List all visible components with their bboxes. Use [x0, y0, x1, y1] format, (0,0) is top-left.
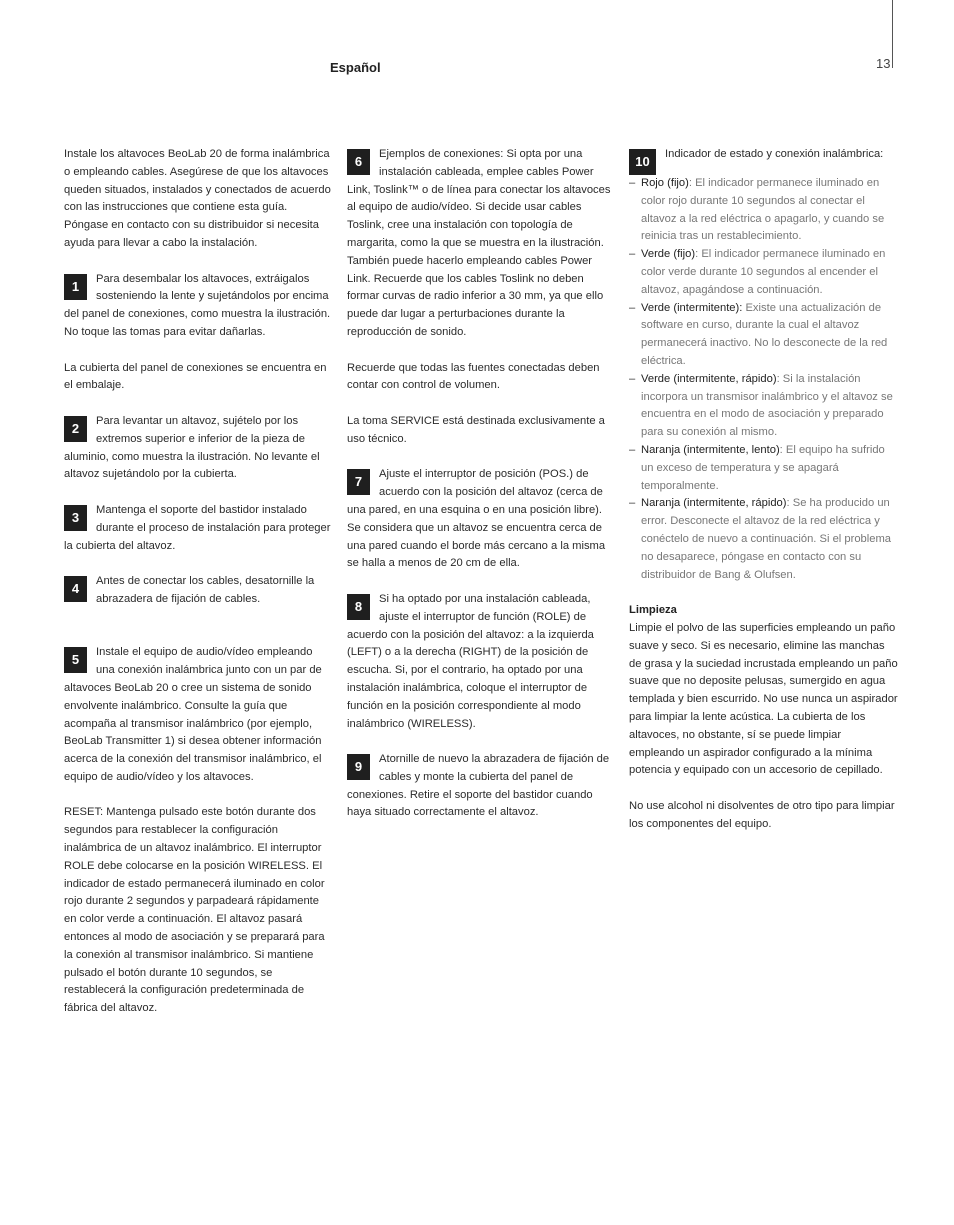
step-number-badge: 4	[64, 576, 87, 602]
step-text: Si ha optado por una instalación cableada, ajuste el interruptor de función (ROLE) de acuerdo con la posición del altavoz: a la izquierda (LEFT) o a la derecha (RIGHT) de la posición de escucha. Si, por el contrario, ha optado por una instalación inalámbrica, coloque el interruptor de función en la posición correspondiente al modo inalámbrico (WIRELESS).	[347, 592, 594, 730]
step-number-badge: 1	[64, 274, 87, 300]
alcohol-note: No use alcohol ni disolventes de otro tipo para limpiar los componentes del equipo.	[629, 799, 895, 830]
list-item	[629, 442, 899, 495]
list-item	[629, 371, 899, 442]
step-number-badge: 3	[64, 505, 87, 531]
page-number: 13	[876, 56, 891, 71]
step-7	[347, 466, 615, 573]
page-edge-line	[892, 0, 893, 68]
step-number-badge: 6	[347, 149, 370, 175]
volume-note: Recuerde que todas las fuentes conectadas deben contar con control de volumen.	[347, 361, 600, 392]
cleaning-paragraph: Limpie el polvo de las superficies empleando un paño suave y seco. Si es necesario, elimine las manchas de grasa y la suciedad incrustada empleando un paño suave que no deposite pelusas, sumergido en agua templada y bien escurrido. No use nunca un aspirador para limpiar la lente acústica. La cubierta de los altavoces, no obstante, sí se puede limpiar empleando un aspirador configurado a la mínima potencia y equipado con un accesorio de cepillado.	[629, 621, 898, 777]
step-text: Instale el equipo de audio/vídeo empleando una conexión inalámbrica junto con un par de altavoces BeoLab 20 o cree un sistema de sonido envolvente inalámbrico. Consulte la guía que acompaña al transmisor inalámbrico (por ejemplo, BeoLab Transmitter 1) si desea obtener información acerca de la conexión del transmisor inalámbrico, el equipo de audio/vídeo y los altavoces.	[64, 646, 322, 783]
column-2	[347, 146, 615, 822]
reset-paragraph: RESET: Mantenga pulsado este botón durante dos segundos para restablecer la configuración inalámbrica de un altavoz inalámbrico. El interruptor ROLE debe colocarse en la posición WIRELESS. El indicador de estado permanecerá iluminado en color rojo durante 2 segundos y parpadeará rápidamente en color verde a continuación. El altavoz pasará entonces al modo de asociación y se preparará para la conexión al transmisor inalámbrico. Si mantiene pulsado el botón durante 10 segundos, se restablecerá la configuración predeterminada de fábrica del altavoz.	[64, 806, 325, 1015]
status-label: Verde (fijo)	[641, 248, 696, 261]
step-text: Para desembalar los altavoces, extráigalos sosteniendo la lente y sujetándolos por encima del panel de conexiones, como muestra la ilustración. No toque las tomas para evitar dañarlas.	[64, 272, 331, 338]
service-note: La toma SERVICE está destinada exclusivamente a uso técnico.	[347, 414, 605, 445]
step-3	[64, 502, 332, 555]
step-6	[347, 146, 615, 342]
status-description: Existe una actualización de software en curso, durante la cual el altavoz permanecerá inactivo. No lo desconecte de la red eléctrica.	[641, 301, 888, 367]
step-number-badge: 9	[347, 754, 370, 780]
status-label: Verde (intermitente, rápido)	[641, 372, 777, 385]
column-1	[64, 146, 332, 1018]
step-number-badge: 7	[347, 469, 370, 495]
step-1	[64, 271, 332, 342]
step-number-badge: 10	[629, 149, 656, 175]
step-9	[347, 751, 615, 822]
status-label: Naranja (intermitente, rápido)	[641, 497, 787, 510]
step-number-badge: 5	[64, 647, 87, 673]
status-indicator-list	[629, 175, 899, 584]
step-text: Ajuste el interruptor de posición (POS.) de acuerdo con la posición del altavoz (cerca de una pared, en una esquina o en una posición libre). Se considera que un altavoz se encuentra cerca de una pared cuando el borde más cercano a la misma se halla a menos de 20 cm de ella.	[347, 468, 606, 570]
list-item	[629, 246, 899, 299]
packaging-note: La cubierta del panel de conexiones se encuentra en el embalaje.	[64, 361, 327, 392]
step-10	[629, 146, 899, 175]
list-item	[629, 495, 899, 584]
status-description: : Si la instalación incorpora un transmisor inalámbrico y el altavoz se encuentra en el modo de asociación y preparado para su conexión al mismo.	[641, 372, 893, 439]
status-label: Rojo (fijo)	[641, 177, 689, 189]
step-number-badge: 2	[64, 416, 87, 442]
step-text: Antes de conectar los cables, desatornille la abrazadera de fijación de cables.	[96, 575, 315, 605]
step-text: Ejemplos de conexiones: Si opta por una instalación cableada, emplee cables Power Link, Toslink™ o de línea para conectar los altavoces al equipo de audio/vídeo. Si decide usar cables Toslink, cree una instalación con topología de margarita, como la que se muestra en la ilustración. También puede hacerlo empleando cables Power Link. Recuerde que los cables Toslink no deben formar curvas de radio inferior a 30 mm, ya que ello puede dar lugar a perturbaciones durante la reproducción de sonido.	[347, 148, 611, 338]
step-4	[64, 573, 332, 609]
step-text: Indicador de estado y conexión inalámbrica:	[665, 148, 884, 160]
status-description: : El indicador permanece iluminado en color verde durante 10 segundos al encender el altavoz, apagándose a continuación.	[641, 248, 886, 296]
step-5	[64, 644, 332, 786]
step-2	[64, 413, 332, 484]
list-item	[629, 175, 899, 246]
step-text: Atornille de nuevo la abrazadera de fijación de cables y monte la cubierta del panel de conexiones. Retire el soporte del bastidor cuando haya situado correctamente el altavoz.	[347, 753, 610, 819]
language-label: Español	[330, 60, 381, 75]
cleaning-heading: Limpieza	[629, 604, 677, 617]
step-number-badge: 8	[347, 594, 370, 620]
intro-paragraph: Instale los altavoces BeoLab 20 de forma inalámbrica o empleando cables. Asegúrese de que los altavoces queden situados, instalados y conectados de acuerdo con las instrucciones que contiene esta guía. Póngase en contacto con su distribuidor si necesita ayuda para llevar a cabo la instalación.	[64, 148, 331, 249]
status-label: Naranja (intermitente, lento)	[641, 443, 780, 456]
step-text: Mantenga el soporte del bastidor instalado durante el proceso de instalación para proteger la cubierta del altavoz.	[64, 503, 331, 552]
step-text: Para levantar un altavoz, sujételo por los extremos superior e inferior de la pieza de aluminio, como muestra la ilustración. No levante el altavoz sujetándolo por la cubierta.	[64, 414, 320, 481]
step-8	[347, 591, 615, 733]
status-description: : El indicador permanece iluminado en color rojo durante 10 segundos al conectar el altavoz a la red eléctrica o apagarlo, y cuando se reinicia tras un restablecimiento.	[641, 177, 885, 243]
status-description: : El equipo ha sufrido un exceso de temperatura y se apagará temporalmente.	[641, 443, 885, 492]
column-3	[629, 146, 899, 833]
list-item	[629, 300, 899, 371]
status-description: : Se ha producido un error. Desconecte el altavoz de la red eléctrica y conéctelo de nuevo a continuación. Si el problema no desaparece, póngase en contacto con su distribuidor de Bang & Olufsen.	[641, 497, 892, 581]
status-label: Verde (intermitente):	[641, 301, 743, 314]
